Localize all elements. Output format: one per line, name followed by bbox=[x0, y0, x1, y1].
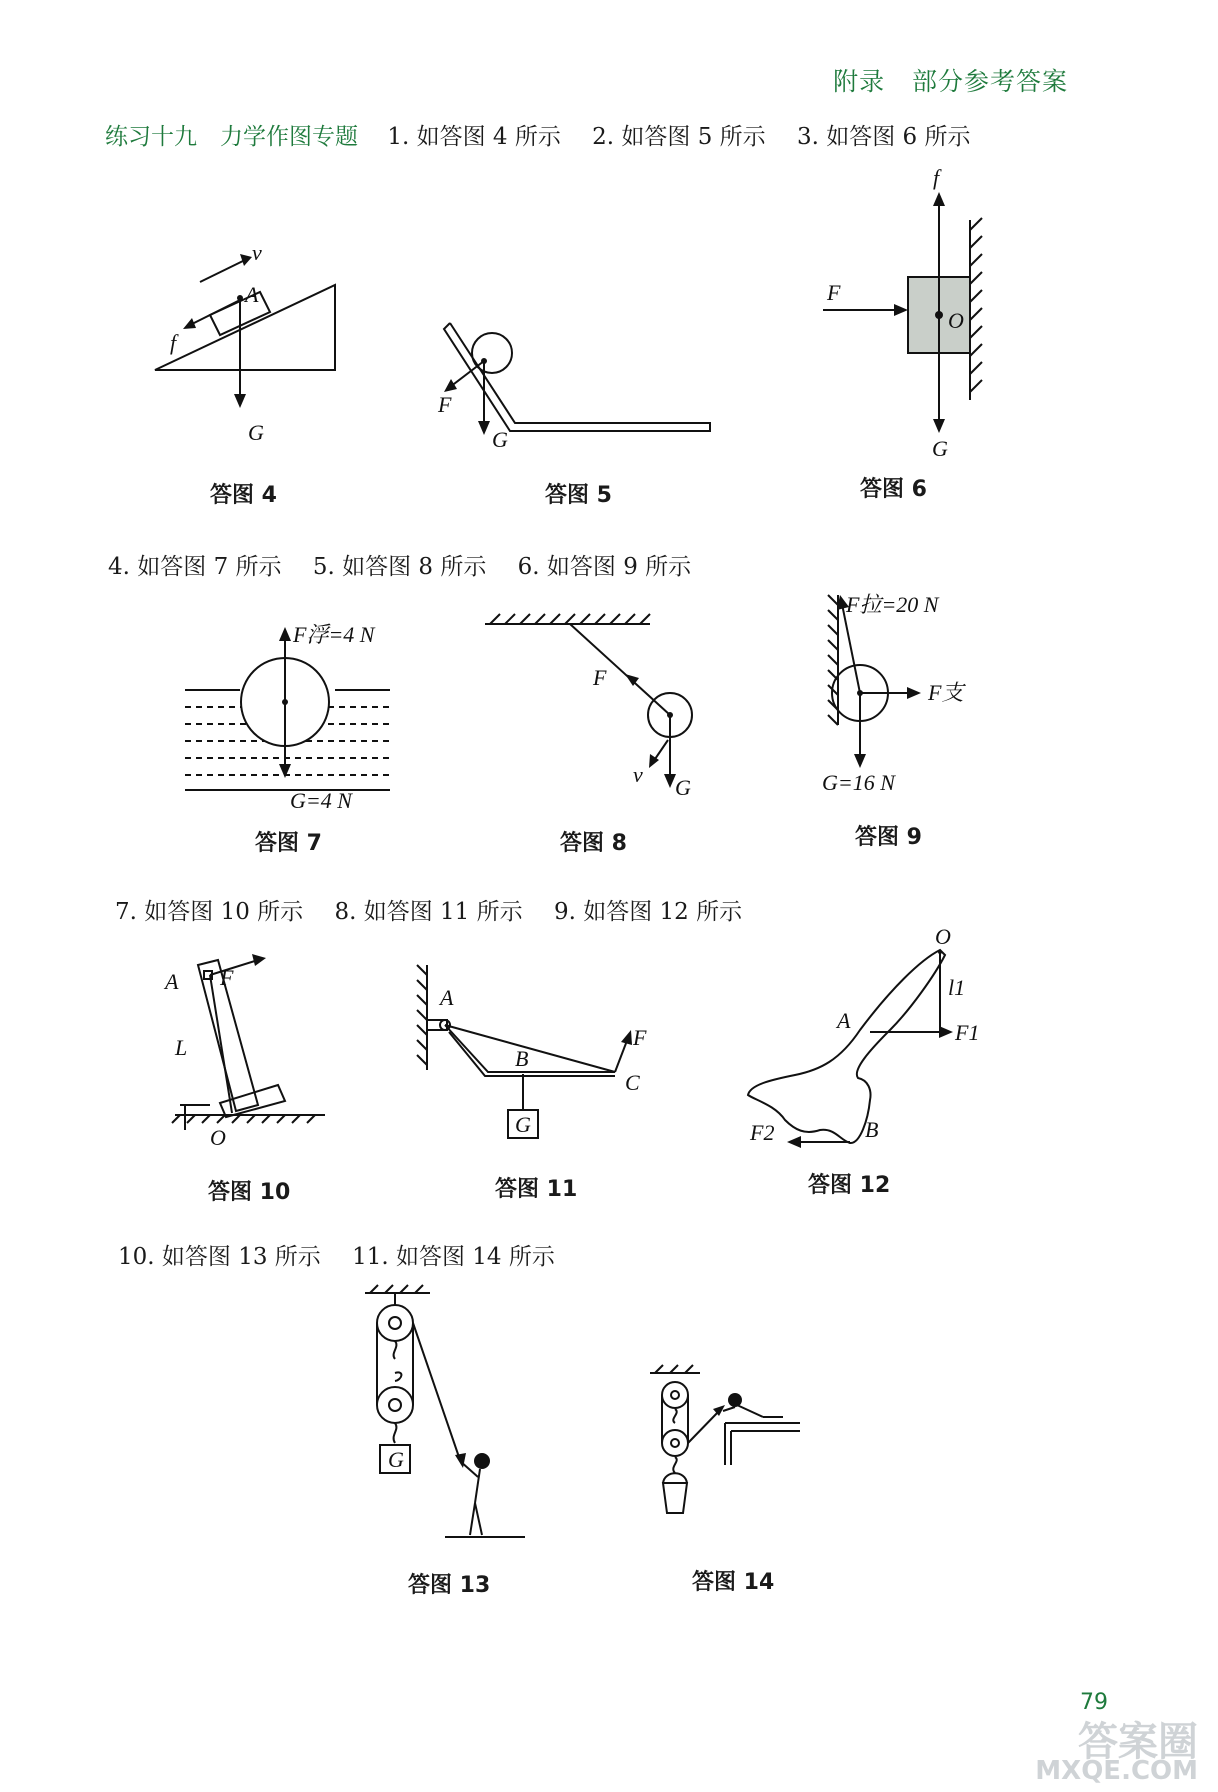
label-l: L bbox=[175, 1035, 188, 1060]
wall-hatch bbox=[970, 218, 982, 392]
label-F: F bbox=[827, 280, 841, 305]
caption-fig-5: 答图 5 bbox=[545, 483, 612, 508]
ceiling-hatch bbox=[490, 614, 650, 624]
section-title: 练习十九 力学作图专题 bbox=[105, 124, 358, 150]
header-appendix: 附录 bbox=[833, 67, 886, 96]
caption-fig-11: 答图 11 bbox=[495, 1177, 578, 1202]
figure-13 bbox=[360, 1285, 530, 1545]
label-g: G bbox=[515, 1112, 531, 1137]
answer-7: 7. 如答图 10 所示 bbox=[115, 899, 304, 925]
rope-pull bbox=[688, 1410, 720, 1443]
ceiling-hatch bbox=[655, 1365, 693, 1373]
friction-arrow bbox=[190, 300, 240, 325]
wall-hatch bbox=[417, 965, 427, 1065]
label-gravity: G=16 N bbox=[822, 770, 895, 795]
label-f: F bbox=[438, 392, 452, 417]
answer-line-2 bbox=[108, 548, 715, 581]
hook-2 bbox=[395, 1372, 401, 1381]
label-o: O bbox=[210, 1125, 226, 1150]
wall-hatch bbox=[828, 595, 838, 725]
force-arrowhead bbox=[252, 954, 266, 966]
force-arrow bbox=[210, 960, 258, 975]
gravity-arrowhead bbox=[854, 754, 866, 768]
hook-2 bbox=[673, 1457, 676, 1473]
caption-fig-10: 答图 10 bbox=[208, 1180, 291, 1205]
fixed-pulley-axle bbox=[671, 1391, 679, 1399]
caption-fig-7: 答图 7 bbox=[255, 831, 322, 856]
answer-8: 8. 如答图 11 所示 bbox=[334, 899, 523, 925]
movable-pulley bbox=[377, 1387, 413, 1423]
fixed-pulley-axle bbox=[389, 1317, 401, 1329]
caption-fig-8: 答图 8 bbox=[560, 831, 627, 856]
velocity-arrow bbox=[200, 260, 245, 282]
figure-10 bbox=[165, 955, 340, 1155]
buoyancy-arrowhead bbox=[279, 627, 291, 641]
figure-4 bbox=[130, 240, 370, 450]
person-head bbox=[728, 1393, 742, 1407]
string bbox=[570, 624, 670, 715]
force-f2-arrowhead bbox=[787, 1136, 801, 1148]
force-arrowhead bbox=[621, 1030, 632, 1045]
label-b: B bbox=[865, 1117, 879, 1142]
fixed-pulley bbox=[662, 1382, 688, 1408]
figure-11 bbox=[415, 960, 655, 1160]
figure-12 bbox=[740, 924, 980, 1150]
answer-11: 11. 如答图 14 所示 bbox=[352, 1244, 555, 1270]
caption-fig-9: 答图 9 bbox=[855, 825, 922, 850]
label-g: G bbox=[248, 420, 264, 445]
rope-pull bbox=[413, 1323, 460, 1460]
label-o: O bbox=[948, 308, 964, 333]
label-f: f bbox=[170, 330, 177, 355]
label-v: v bbox=[252, 240, 262, 265]
watermark-site: MXQE.COM bbox=[1035, 1756, 1198, 1786]
label-support: F支 bbox=[928, 680, 964, 705]
person-arm bbox=[723, 1407, 735, 1411]
tool-outline bbox=[748, 950, 945, 1143]
friction-arrowhead bbox=[183, 318, 196, 329]
label-g: G bbox=[388, 1447, 404, 1472]
caption-fig-12: 答图 12 bbox=[808, 1173, 891, 1198]
page-header bbox=[833, 62, 1068, 98]
arm-line bbox=[445, 1025, 615, 1072]
push-arrowhead bbox=[894, 304, 908, 316]
label-a: A bbox=[837, 1008, 851, 1033]
figure-14 bbox=[645, 1365, 805, 1550]
answer-3: 3. 如答图 6 所示 bbox=[796, 124, 971, 150]
figure-7 bbox=[185, 610, 405, 813]
figure-5 bbox=[420, 315, 720, 455]
caption-fig-6: 答图 6 bbox=[860, 477, 927, 502]
label-g: G bbox=[932, 436, 948, 461]
gravity-arrowhead bbox=[234, 394, 246, 408]
answer-9: 9. 如答图 12 所示 bbox=[553, 899, 743, 925]
caption-fig-14: 答图 14 bbox=[692, 1570, 775, 1595]
movable-pulley-axle bbox=[671, 1439, 679, 1447]
label-f: f bbox=[933, 165, 940, 190]
label-b: B bbox=[515, 1046, 529, 1071]
label-c: C bbox=[625, 1070, 640, 1095]
label-v: v bbox=[633, 762, 643, 787]
person-leg-1 bbox=[470, 1503, 475, 1535]
label-tension: F拉=20 N bbox=[846, 592, 939, 617]
person-body bbox=[737, 1405, 763, 1417]
ball bbox=[472, 333, 512, 373]
figure-8 bbox=[485, 612, 705, 802]
ground-hatch bbox=[172, 1115, 315, 1123]
header-answers: 部分参考答案 bbox=[911, 67, 1068, 96]
normal-arrowhead bbox=[444, 379, 457, 392]
answer-4: 4. 如答图 7 所示 bbox=[108, 554, 282, 580]
label-gravity: G=4 N bbox=[290, 788, 352, 813]
page-number: 79 bbox=[1080, 1690, 1108, 1715]
hook-3 bbox=[394, 1423, 397, 1443]
figure-9 bbox=[808, 590, 1008, 810]
label-g: G bbox=[492, 427, 508, 452]
lever-edge bbox=[449, 1032, 615, 1076]
answer-2: 2. 如答图 5 所示 bbox=[592, 124, 766, 150]
friction-arrowhead bbox=[933, 192, 945, 206]
force-f1-arrowhead bbox=[939, 1026, 953, 1038]
answer-1: 1. 如答图 4 所示 bbox=[387, 124, 561, 150]
hinge bbox=[427, 1020, 447, 1030]
caption-fig-13: 答图 13 bbox=[408, 1573, 491, 1598]
label-a: A bbox=[245, 282, 259, 307]
label-f1: F1 bbox=[955, 1020, 980, 1045]
fixed-pulley bbox=[377, 1305, 413, 1341]
answer-5: 5. 如答图 8 所示 bbox=[312, 554, 487, 580]
label-buoyancy: F浮=4 N bbox=[293, 622, 375, 647]
label-a: A bbox=[440, 985, 454, 1010]
answer-10: 10. 如答图 13 所示 bbox=[118, 1244, 321, 1270]
label-a: A bbox=[165, 969, 179, 994]
answer-line-1 bbox=[105, 118, 994, 151]
answer-6: 6. 如答图 9 所示 bbox=[517, 554, 692, 580]
label-f2: F2 bbox=[750, 1120, 775, 1145]
bucket-handle bbox=[663, 1473, 687, 1483]
figure-6 bbox=[815, 165, 1015, 461]
person-leg-2 bbox=[475, 1503, 482, 1535]
answer-line-4 bbox=[118, 1238, 579, 1271]
person-head bbox=[474, 1453, 490, 1469]
hook-1 bbox=[394, 1341, 397, 1359]
label-g: G bbox=[675, 775, 691, 800]
movable-pulley-axle bbox=[389, 1399, 401, 1411]
gravity-arrowhead bbox=[478, 421, 490, 435]
label-f: F bbox=[633, 1025, 647, 1050]
ceiling-hatch bbox=[370, 1285, 423, 1293]
answer-line-3 bbox=[115, 893, 766, 926]
caption-fig-4: 答图 4 bbox=[210, 483, 277, 508]
movable-pulley bbox=[662, 1430, 688, 1456]
tension-arrow bbox=[842, 604, 860, 693]
label-o: O bbox=[935, 924, 951, 949]
watermark-logo: 答案圈 bbox=[1078, 1719, 1198, 1765]
support-arrowhead bbox=[907, 687, 921, 699]
label-l1: l1 bbox=[948, 975, 966, 1000]
bucket bbox=[663, 1483, 687, 1513]
velocity-arrowhead bbox=[240, 254, 252, 266]
hook-1 bbox=[673, 1409, 676, 1423]
gravity-arrowhead bbox=[933, 419, 945, 433]
label-f: F bbox=[593, 665, 607, 690]
label-f: F bbox=[220, 965, 234, 990]
